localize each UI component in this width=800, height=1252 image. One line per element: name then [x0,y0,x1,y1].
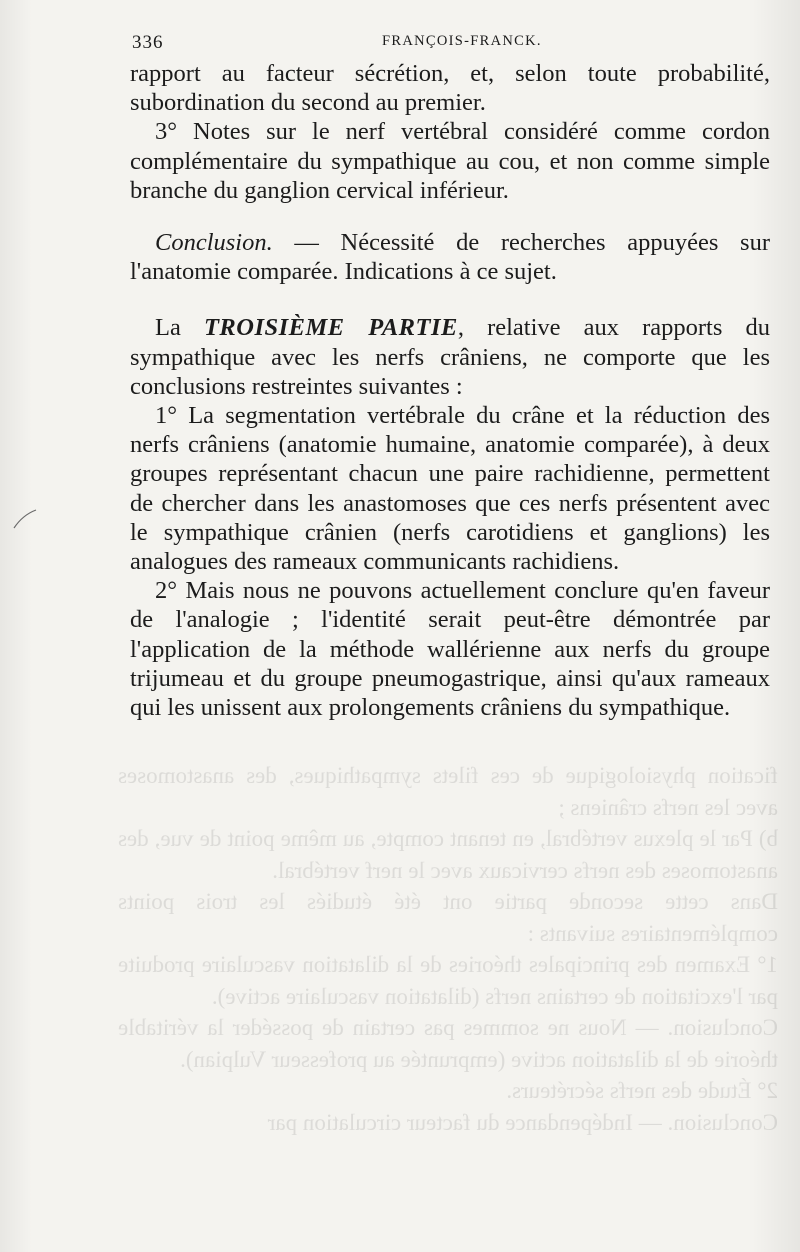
paragraph-note-3: 3° Notes sur le nerf vertébral considéré comme cordon complémentaire du sympathique au cou, et non comme simple branche du ganglion cervical inférieur. [130,118,770,204]
conclusion-label: Conclusion. [155,229,273,257]
paragraph-third-part [130,313,770,401]
third-part-title: TROISIÈME PARTIE [203,314,458,342]
page-body [130,59,770,722]
paragraph-conclusion [130,228,770,286]
third-part-intro: La [155,314,204,342]
author-header: FRANÇOIS-FRANCK. [382,33,542,49]
conclusion-text: — Nécessité de recherches appuyées sur l'anatomie comparée. Indications à ce sujet. [130,229,770,286]
running-header [130,30,770,54]
paragraph-point-2: 2° Mais nous ne pouvons actuellement conclure qu'en faveur de l'analogie ; l'identité serait peut-être démontrée par l'application de la méthode wallérienne aux nerfs du groupe trijumeau et du groupe pneumogastrique, ainsi qu'aux rameaux qui les unissent aux prolongements crâniens du sympathique. [130,577,770,722]
bleed-through-text: fication physiologique de ces filets sympathiques, des anastomoses avec les nerfs crâniens ; b) Par le plexus vertébral, en tenant compte, au même point de vue, des anastomoses des nerfs cervicaux avec le nerf vertébral. Dans cette seconde partie ont été étudiés les trois points complémentaires suivants : 1° Examen des principales théories de la dilatation vasculaire produite par l'excitation de certains nerfs (dilatation vasculaire active). Conclusion. — Nous ne sommes pas certain de posséder la véritable théorie de la dilatation active (empruntée au professeur Vulpian). 2° Étude des nerfs sécréteurs. Conclusion. — Indépendance du facteur circulation par [118,763,778,1135]
margin-pencil-mark [12,508,38,530]
paragraph-point-1: 1° La segmentation vertébrale du crâne et la réduction des nerfs crâniens (anatomie humaine, anatomie comparée), à deux groupes représentant chacun une paire rachidienne, permettent de chercher dans les anastomoses que ces nerfs présentent avec le sympathique crânien (nerfs carotidiens et ganglions) les analogues des rameaux communicants rachidiens. [130,402,770,576]
paragraph-continuation: rapport au facteur sécrétion, et, selon toute probabilité, subordination du second au premier. [130,60,770,117]
third-part-text: , relative aux rapports du sympathique avec les nerfs crâniens, ne comporte que les conclusions restreintes suivantes : [130,314,770,400]
page-number: 336 [132,32,164,53]
